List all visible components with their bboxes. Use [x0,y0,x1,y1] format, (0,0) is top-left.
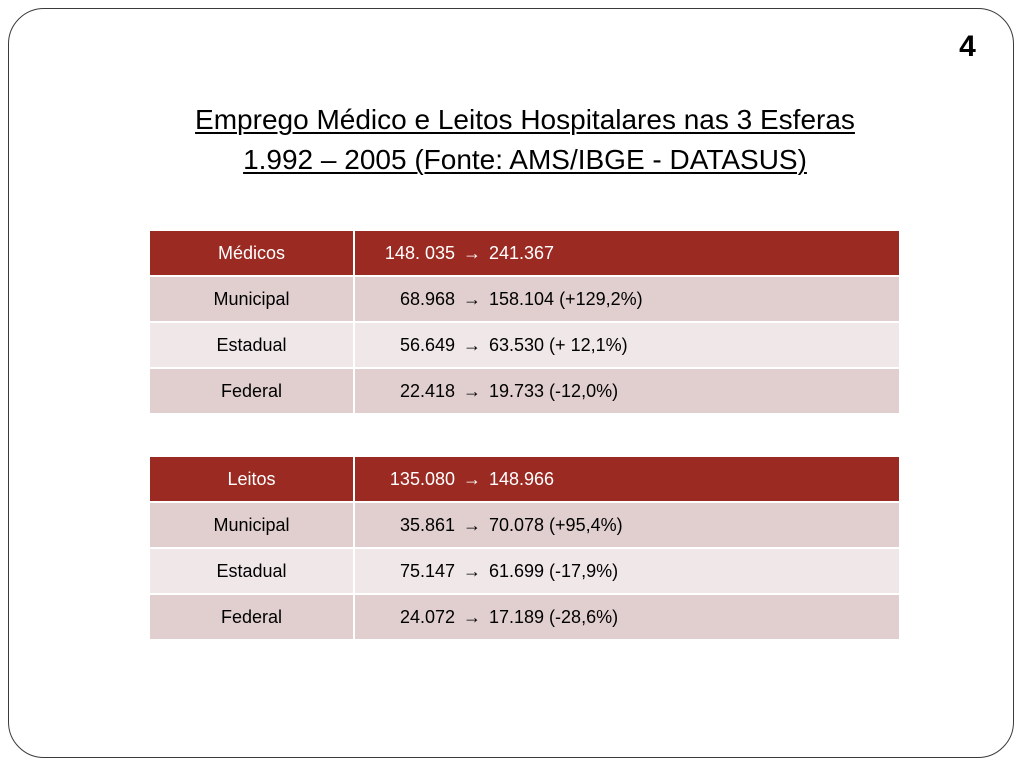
value-from: 148. 035 [384,242,455,263]
table-row [150,368,899,414]
value-to: 19.733 (-12,0%) [489,380,619,401]
row-value [354,322,899,368]
row-value [354,231,899,276]
arrow-right-icon: → [463,560,481,581]
arrow-right-icon: → [463,468,481,489]
row-value [354,594,899,640]
value-to: 241.367 [489,242,555,263]
arrow-right-icon: → [463,380,481,401]
value-to: 63.530 (+ 12,1%) [489,334,628,355]
row-value [354,276,899,322]
value-to: 148.966 [489,468,555,489]
table-row [150,276,899,322]
row-label: Leitos [150,457,354,502]
title-line-2: 1.992 – 2005 (Fonte: AMS/IBGE - DATASUS) [243,144,807,175]
value-from: 24.072 [399,606,455,627]
slide-title [150,100,900,180]
row-label: Municipal [150,276,354,322]
page-number: 4 [959,30,976,63]
row-label: Federal [150,368,354,414]
arrow-right-icon: → [463,334,481,355]
value-from: 56.649 [399,334,455,355]
value-to: 158.104 (+129,2%) [489,288,643,309]
medicos-table [150,231,899,415]
row-value [354,368,899,414]
table-header-row [150,457,899,502]
arrow-right-icon: → [463,288,481,309]
table-row [150,594,899,640]
leitos-table [150,457,899,641]
title-line-1: Emprego Médico e Leitos Hospitalares nas 3 Esferas [195,104,855,135]
arrow-right-icon: → [463,514,481,535]
value-from: 75.147 [399,560,455,581]
value-from: 35.861 [399,514,455,535]
arrow-right-icon: → [463,242,481,263]
table-row [150,548,899,594]
value-to: 17.189 (-28,6%) [489,606,619,627]
row-value [354,457,899,502]
row-label: Médicos [150,231,354,276]
value-to: 61.699 (-17,9%) [489,560,619,581]
row-label: Estadual [150,322,354,368]
table-header-row [150,231,899,276]
row-label: Federal [150,594,354,640]
arrow-right-icon: → [463,606,481,627]
table-row [150,322,899,368]
row-value [354,502,899,548]
value-from: 68.968 [399,288,455,309]
row-label: Municipal [150,502,354,548]
table-row [150,502,899,548]
row-value [354,548,899,594]
value-from: 135.080 [389,468,455,489]
value-to: 70.078 (+95,4%) [489,514,623,535]
row-label: Estadual [150,548,354,594]
value-from: 22.418 [399,380,455,401]
